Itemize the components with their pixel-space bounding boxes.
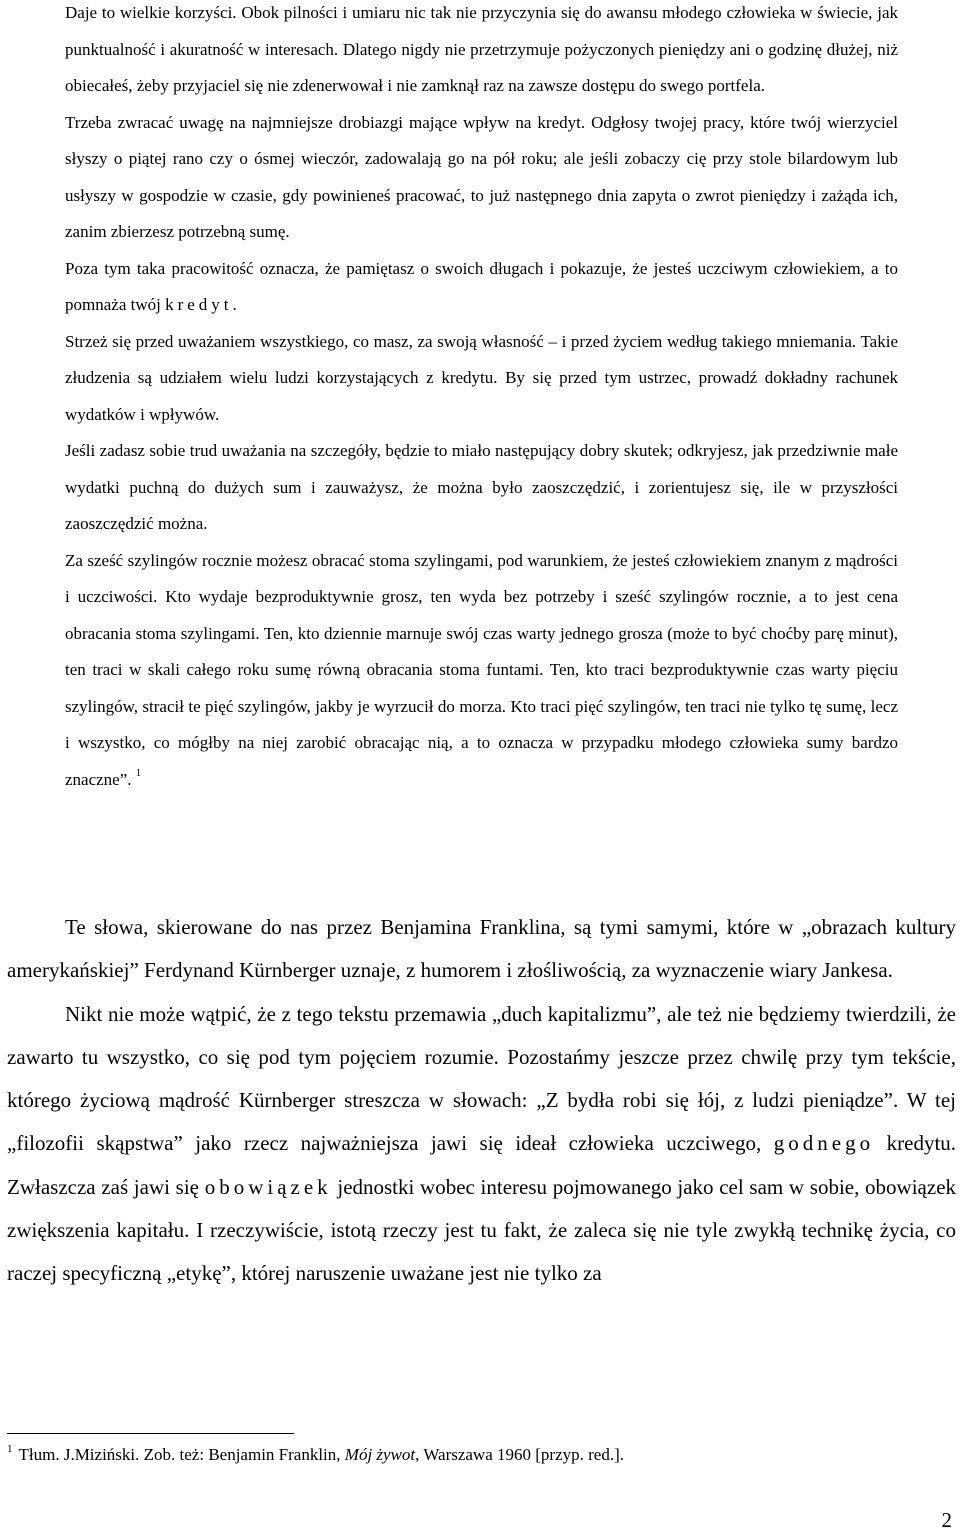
franklin-quote	[65, 0, 898, 798]
body-paragraph	[7, 993, 956, 1296]
body-text: Nikt nie może wątpić, że z tego tekstu przemawia „duch kapitalizmu”, ale też nie będziemy twierdzili, że zawarto tu wszystko, co się pod tym pojęciem rozumie. Pozostańmy jeszcze przez chwilę przy tym tekście, którego życiową mądrość Kürnberger streszcza w słowach: „Z bydła robi się łój, z ludzi pieniądze”. W tej „filozofii skąpstwa” jako rzecz najważniejsza jawi się ideał człowieka uczciwego,	[7, 1001, 956, 1156]
body-text: kredytu. Zwłaszcza zaś jawi się	[7, 1131, 957, 1199]
footnote-divider	[7, 1433, 294, 1434]
body-text: jednostki wobec interesu pojmowanego jako cel sam w sobie, obowiązek zwiększenia kapitału. I rzeczywiście, istotą rzeczy jest tu fakt, że zaleca się nie tyle zwykłą technikę życia, co raczej specyficzną „etykę”, której naruszenie uważane jest nie tylko za	[7, 1174, 957, 1286]
spaced-word: kredyt	[165, 295, 233, 314]
quote-text: Za sześć szylingów rocznie możesz obracać stoma szylingami, pod warunkiem, że jesteś człowiekiem znanym z mądrości i uczciwości. Kto wydaje bezproduktywnie grosz, ten wyda bez potrzeby i sześć szylingów rocznie, a to jest cena obracania stoma szylingami. Ten, kto dziennie marnuje swój czas warty jednego grosza (może to być choćby parę minut), ten traci w skali całego roku sumę równą obracania stoma funtami. Ten, kto traci bezproduktywnie czas warty pięciu szylingów, stracił te pięć szylingów, jakby je wyrzucił do morza. Kto traci pięć szylingów, ten traci nie tylko tę sumę, lecz i wszystko, co mógłby na niej zarobić obracając nią, a to oznacza w przypadku młodego człowieka sumy bardzo znaczne”.	[65, 550, 898, 789]
quote-paragraph: Poza tym taka pracowitość oznacza, że pamiętasz o swoich długach i pokazuje, że jesteś uczciwym człowiekiem, a to pomnaża twój kredyt.	[65, 258, 898, 314]
quote-paragraph: Daje to wielkie korzyści. Obok pilności i umiaru nic tak nie przyczynia się do awansu młodego człowieka w świecie, jak punktualność i akuratność w interesach. Dlatego nigdy nie przetrzymuje pożyczonych pieniędzy ani o godzinę dłużej, niż obiecałeś, żeby przyjaciel się nie zdenerwował i nie zamknął raz na zawsze dostępu do swego portfela.	[65, 3, 898, 95]
footnote-text: , Warszawa 1960 [przyp. red.].	[415, 1445, 624, 1464]
footnote	[7, 1443, 624, 1467]
page-number: 2	[941, 1508, 952, 1532]
quote-paragraph: Trzeba zwracać uwagę na najmniejsze drobiazgi mające wpływ na kredyt. Odgłosy twojej pracy, które twój wierzyciel słyszy o piątej rano czy o ósmej wieczór, zadowalają go na pół roku; ale jeśli zobaczy cię przy stole bilardowym lub usłyszy w gospodzie w czasie, gdy powinieneś pracować, to już następnego dnia zapyta o zwrot pieniędzy i zażąda ich, zanim zbierzesz potrzebną sumę.	[65, 112, 898, 241]
footnote-book-title: Mój żywot	[344, 1445, 416, 1464]
main-text	[7, 906, 956, 1296]
spaced-word: obowiązek	[204, 1174, 332, 1199]
quote-text: Poza tym taka pracowitość oznacza, że pamiętasz o swoich długach i pokazuje, że jesteś uczciwym człowiekiem, a to pomnaża twój	[65, 258, 898, 314]
quote-paragraph: Strzeż się przed uważaniem wszystkiego, co masz, za swoją własność – i przed życiem według takiego mniemania. Takie złudzenia są udziałem wielu ludzi korzystających z kredytu. By się przed tym ustrzec, prowadź dokładny rachunek wydatków i wpływów.	[65, 331, 898, 424]
quote-paragraph	[65, 543, 898, 799]
spaced-word: godnego	[773, 1131, 875, 1156]
footnote-text: Tłum. J.Miziński. Zob. też: Benjamin Franklin,	[18, 1445, 341, 1464]
footnote-marker: 1	[7, 1443, 13, 1455]
quote-paragraph: Jeśli zadasz sobie trud uważania na szczegóły, będzie to miało następujący dobry skutek; odkryjesz, jak przedziwnie małe wydatki puchną do dużych sum i zauważysz, że można było zaoszczędzić, i zorientujesz się, ile w przyszłości zaoszczędzić można.	[65, 441, 898, 533]
body-paragraph: Te słowa, skierowane do nas przez Benjamina Franklina, są tymi samymi, które w „obrazach kultury amerykańskiej” Ferdynand Kürnberger uznaje, z humorem i złośliwością, za wyznaczenie wiary Jankesa.	[7, 915, 956, 983]
footnote-reference[interactable]: 1	[135, 766, 142, 779]
